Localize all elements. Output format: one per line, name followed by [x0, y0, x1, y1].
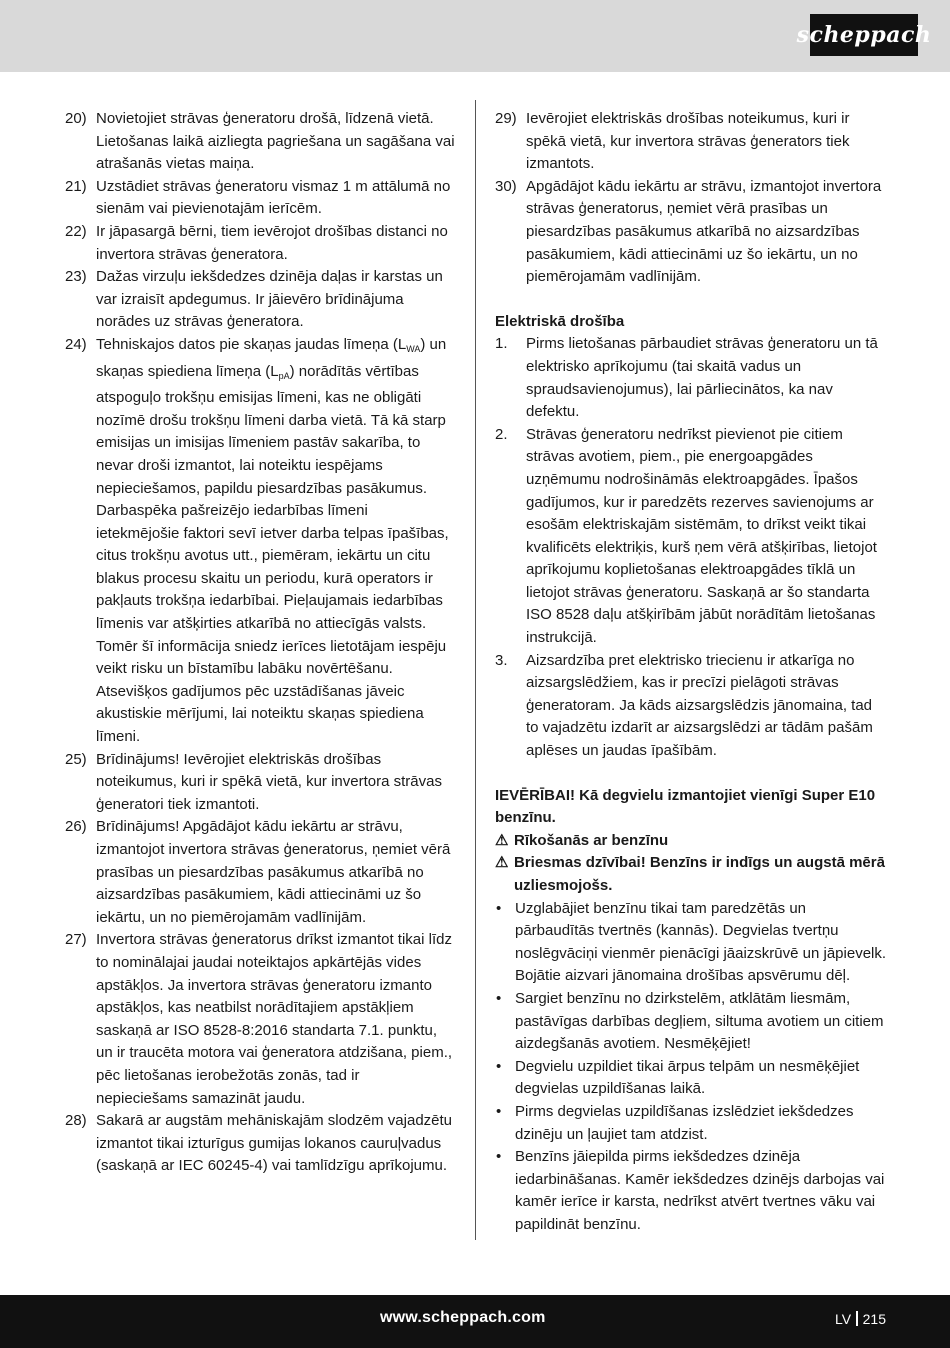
text-part: Tehniskajos datos pie skaņas jaudas līmeņa (L: [96, 335, 407, 353]
text-part: ) un skaņas spiediena līmeņa (L: [96, 335, 447, 380]
item-text: Pirms lietošanas pārbaudiet strāvas ģeneratoru un tā elektrisko aprīkojumu (tai skaitā vadus un spraudsavienojumus), lai pārliecinātos, ka nav defektu.: [526, 335, 878, 421]
bullet-text: Benzīns jāiepilda pirms iekšdedzes dzinēja iedarbināšanas. Kamēr iekšdedzes dzinējs darbojas vai kamēr ierīce ir karsta, nedrīkst atvērt tvertnes vāku vai papildināt benzīnu.: [515, 1148, 885, 1233]
bullet-text: Degvielu uzpildiet tikai ārpus telpām un nesmēķējiet degvielas uzpildīšanas laikā.: [515, 1057, 860, 1098]
item-number: 22): [65, 222, 87, 240]
item-number: 24): [65, 335, 87, 353]
list-item: [495, 108, 887, 176]
item-number: 30): [495, 177, 517, 195]
text-part: ) norādītās vērtības atspoguļo trokšņu emisijas līmeni, kas ne obligāti nozīmē drošu trokšņu līmeni darba vietā. Tā kā starp emisijas un imisijas līmeniem pastāv sakarība, to nevar droši izmantot, lai noteiktu iespējams nepieciešamos, papildu piesardzības pasākumus. Darbaspēka pašreizējo iedarbības līmeni ietekmējošie faktori sevī ietver darba telpas īpašības, citus trokšņu avotus utt., piemēram, iekārtu un citu blakus procesu skaitu un periodu, kurā operators ir pakļauts trokšņa iedarbībai. Pieļaujamais iedarbības līmenis var atšķirties atkarībā no attiecīgās valsts. Tomēr šī informācija sniedz ierīces lietotājam iespēju veikt risku un bīstamību labāku novērtēšanu. Atsevišķos gadījumos pēc uzstādīšanas jāveic akustiskie mērījumi, lai noteiktu skaņas spiediena līmeni.: [96, 362, 449, 746]
list-item: [65, 1110, 455, 1178]
warning-triangle-icon: ⚠: [495, 854, 509, 872]
item-text: Brīdinājums! Apgādājot kādu iekārtu ar strāvu, izmantojot invertora strāvas ģeneratorus, ņemiet vērā prasības un piesardzības pasākumus atkarībā no aizsardzības pasākumiem, kādi attiecināmi uz šo iekārtu, un no piemērojamām vadlīnijām.: [96, 818, 451, 926]
spacer: [495, 763, 887, 785]
bullet-icon: •: [496, 1102, 502, 1120]
list-item: [65, 266, 455, 334]
separator-bar: [856, 1311, 858, 1326]
item-number: 20): [65, 110, 87, 127]
page-header: [0, 0, 950, 72]
list-item: [65, 334, 455, 749]
bullet-item: [495, 1056, 887, 1101]
right-column: [495, 108, 887, 1237]
bullet-item: [495, 1101, 887, 1146]
item-number: 23): [65, 268, 87, 286]
list-item: [495, 650, 887, 763]
list-item: [65, 816, 455, 929]
item-text: [96, 334, 455, 749]
handling-heading: [495, 830, 887, 853]
spacer: [495, 289, 887, 311]
item-number: 2.: [495, 425, 508, 443]
item-text: Dažas virzuļu iekšdedzes dzinēja daļas ir karstas un var izraisīt apdegumus. Ir jāievēro brīdinājuma norādes uz strāvas ģeneratora.: [96, 268, 443, 331]
item-number: 1.: [495, 335, 508, 353]
item-text: Ir jāpasargā bērni, tiem ievērojot drošības distanci no invertora strāvas ģeneratora.: [96, 222, 448, 263]
item-text: Invertora strāvas ģeneratorus drīkst izmantot tikai līdz to nominālajai jaudai noteiktajos apkārtējās vides apstākļos. Ja invertora strāvas ģeneratoru izmanto apstākļos, kas neatbilst norādītajiem apstākļiem saskaņā ar ISO 8528-8:2016 standarta 7.1. punktu, un ir traucēta motora vai ģeneratora atdzišana, piem., pēc lietošanas ierobežotās zonās, tad ir nepieciešams samazināt jaudu.: [96, 931, 453, 1107]
bullet-item: [495, 988, 887, 1056]
item-text: Apgādājot kādu iekārtu ar strāvu, izmantojot invertora strāvas ģeneratorus, ņemiet vērā prasības un piesardzības pasākumus atkarībā no aizsardzības pasākumiem, kādi attiecināmi uz šo iekārtu, un no piemērojamām vadlīnijām.: [526, 177, 882, 286]
page-number: [835, 1311, 886, 1327]
item-text: Uzstādiet strāvas ģeneratoru vismaz 1 m attālumā no sienām vai pievienotajām ierīcēm.: [96, 177, 451, 218]
danger-warning-text: Briesmas dzīvībai! Benzīns ir indīgs un augstā mērā uzliesmojošs.: [514, 854, 885, 894]
item-number: 25): [65, 750, 87, 768]
list-item: [495, 176, 887, 289]
page-number-value: 215: [862, 1311, 886, 1327]
section-heading-electrical: Elektriskā drošība: [495, 312, 625, 330]
list-item: [495, 424, 887, 650]
bullet-item: [495, 898, 887, 988]
item-text: Strāvas ģeneratoru nedrīkst pievienot pie citiem strāvas avotiem, piem., pie energoapgādes uzņēmumu nodrošināmās elektroapgādes. Īpašos gadījumos, kur ir paredzēts rezerves savienojums ar esošām elektriskajām sistēmām, to drīkst veikt tikai kvalificēts elektriķis, kurš ņem vērā atšķirības, lietojot aprīkojumu koplietošanas elektroapgādes tīklā un lietojot strāvas ģeneratoru. Saskaņā ar šo standarta ISO 8528 daļu atšķirībām jābūt norādītām lietošanas instrukcijā.: [526, 425, 877, 647]
list-item: [65, 221, 455, 266]
item-number: 21): [65, 177, 87, 195]
list-item: [65, 929, 455, 1110]
item-text: Sakarā ar augstām mehāniskajām slodzēm vajadzētu izmantot tikai izturīgus gumijas lokanos cauruļvadus (saskaņā ar IEC 60245-4) vai tamlīdzīgu aprīkojumu.: [96, 1112, 453, 1175]
warning-triangle-icon: ⚠: [495, 831, 509, 849]
handling-heading-text: Rīkošanās ar benzīnu: [514, 831, 669, 849]
subscript: pA: [278, 370, 290, 381]
item-number: 27): [65, 931, 87, 949]
item-number: 26): [65, 818, 87, 836]
left-column: [65, 108, 455, 1178]
list-item: [495, 333, 887, 423]
bullet-icon: •: [496, 1148, 502, 1166]
column-divider: [475, 100, 476, 1240]
page-footer: [0, 1295, 950, 1348]
item-number: 29): [495, 110, 517, 127]
bullet-item: [495, 1146, 887, 1236]
bullet-icon: •: [496, 989, 502, 1007]
website-link[interactable]: www.scheppach.com: [380, 1309, 546, 1326]
item-number: 28): [65, 1112, 87, 1130]
bullet-text: Uzglabājiet benzīnu tikai tam paredzētās un pārbaudītās tvertnēs (kannās). Degvielas tvertņu noslēgvāciņi vienmēr pienācīgi jāaizskrūvē un jāpievelk. Bojātie aizvari jānomaina drošības apsvērumu dēļ.: [515, 899, 887, 985]
bullet-icon: •: [496, 1057, 502, 1075]
bullet-icon: •: [496, 899, 502, 917]
brand-logo: scheppach: [810, 14, 918, 56]
language-code: LV: [835, 1311, 852, 1327]
fuel-notice: IEVĒRĪBAI! Kā degvielu izmantojiet vienīgi Super E10 benzīnu.: [495, 786, 876, 827]
item-text: Aizsardzība pret elektrisko triecienu ir atkarīga no aizsargslēdžiem, kas ir precīzi pielāgoti strāvas ģeneratoram. Ja kāds aizsargslēdzis jānomaina, tad to vajadzētu izdarīt ar aizsargslēdzi ar tādām pašām aplēses un jaudas īpašībām.: [526, 651, 873, 760]
list-item: [65, 749, 455, 817]
item-text: Ievērojiet elektriskās drošības noteikumus, kuri ir spēkā vietā, kur invertora strāvas ģenerators tiek izmantots.: [526, 110, 850, 173]
bullet-text: Pirms degvielas uzpildīšanas izslēdziet iekšdedzes dzinēju un ļaujiet tam atdzist.: [515, 1102, 854, 1143]
subscript: WA: [406, 343, 421, 354]
bullet-text: Sargiet benzīnu no dzirkstelēm, atklātām liesmām, pastāvīgas darbības degļiem, siltuma avotiem un citiem aizdegšanās avotiem. Nesmēķējiet!: [515, 989, 884, 1053]
item-number: 3.: [495, 651, 508, 669]
list-item: [65, 176, 455, 221]
item-text: Novietojiet strāvas ģeneratoru drošā, līdzenā vietā. Lietošanas laikā aizliegta pagriešana un sagāšana vai atrašanās vietas maiņa.: [96, 110, 455, 173]
item-text: Brīdinājums! Ievērojiet elektriskās drošības noteikumus, kuri ir spēkā vietā, kur invertora strāvas ģeneratori tiek izmantoti.: [96, 750, 442, 813]
danger-warning: [495, 852, 887, 897]
list-item: [65, 108, 455, 176]
